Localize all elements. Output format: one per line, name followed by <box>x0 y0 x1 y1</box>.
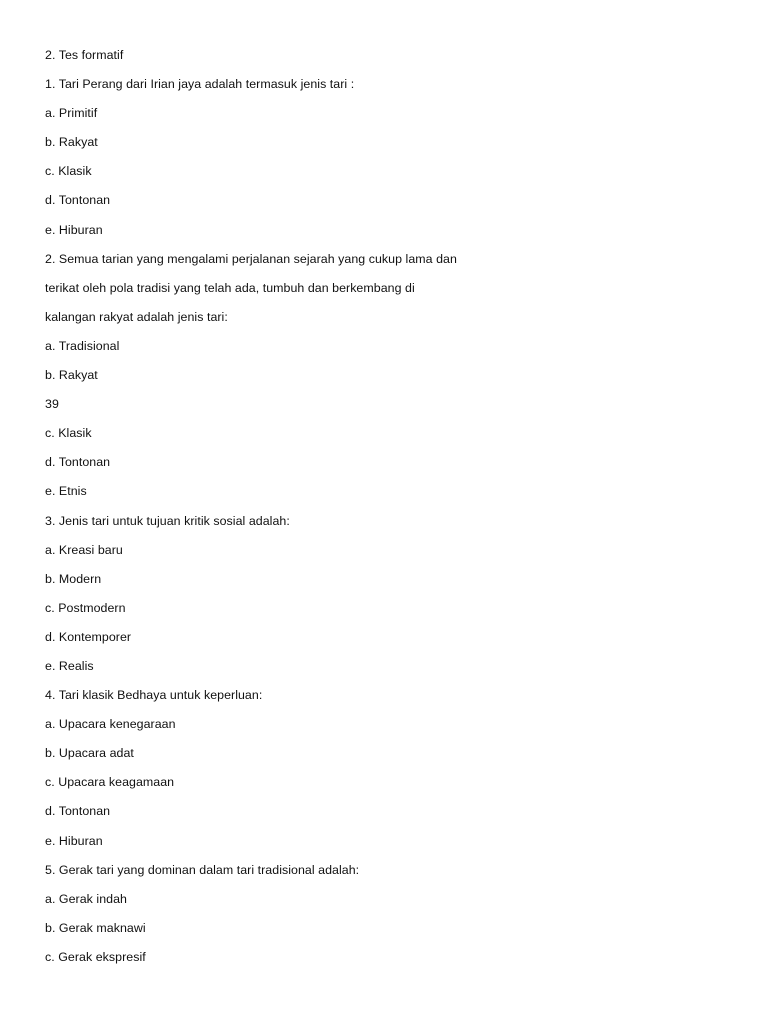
answer-option: d. Tontonan <box>45 455 111 470</box>
answer-option: c. Gerak ekspresif <box>45 949 146 964</box>
question-1: 1. Tari Perang dari Irian jaya adalah termasuk jenis tari : <box>45 77 355 92</box>
answer-option: d. Tontonan <box>45 804 111 819</box>
question-4: 4. Tari klasik Bedhaya untuk keperluan: <box>45 688 263 703</box>
question-2-continued: terikat oleh pola tradisi yang telah ada, tumbuh dan berkembang di <box>45 280 415 295</box>
answer-option: a. Tradisional <box>45 338 120 353</box>
answer-option: a. Upacara kenegaraan <box>45 717 176 732</box>
question-5: 5. Gerak tari yang dominan dalam tari tradisional adalah: <box>45 862 360 877</box>
answer-option: c. Klasik <box>45 164 92 179</box>
answer-option: b. Modern <box>45 571 102 586</box>
question-3: 3. Jenis tari untuk tujuan kritik sosial adalah: <box>45 513 290 528</box>
answer-option: c. Klasik <box>45 426 92 441</box>
answer-option: e. Etnis <box>45 484 87 499</box>
answer-option: c. Upacara keagamaan <box>45 775 175 790</box>
answer-option: b. Gerak maknawi <box>45 920 146 935</box>
answer-option: b. Rakyat <box>45 135 98 150</box>
answer-option: e. Hiburan <box>45 222 103 237</box>
answer-option: a. Kreasi baru <box>45 542 123 557</box>
answer-option: d. Kontemporer <box>45 629 132 644</box>
answer-option: d. Tontonan <box>45 193 111 208</box>
document-text <box>45 46 725 977</box>
answer-option: a. Primitif <box>45 106 98 121</box>
question-2-continued: kalangan rakyat adalah jenis tari: <box>45 309 228 324</box>
answer-option: c. Postmodern <box>45 600 126 615</box>
answer-option: a. Gerak indah <box>45 891 127 906</box>
answer-option: b. Rakyat <box>45 368 98 383</box>
answer-option: e. Hiburan <box>45 833 103 848</box>
answer-option: e. Realis <box>45 658 94 673</box>
question-2: 2. Semua tarian yang mengalami perjalanan sejarah yang cukup lama dan <box>45 251 457 266</box>
answer-option: b. Upacara adat <box>45 746 134 761</box>
page-number: 39 <box>45 397 59 412</box>
section-heading: 2. Tes formatif <box>45 48 124 62</box>
